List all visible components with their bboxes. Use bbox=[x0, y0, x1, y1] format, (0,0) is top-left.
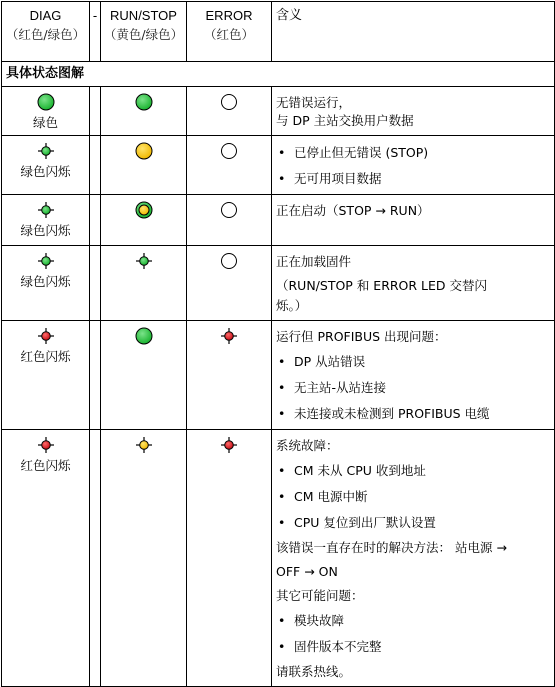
row4-dash bbox=[90, 246, 101, 321]
row1-diag bbox=[2, 87, 90, 136]
header-meaning-title: 含义 bbox=[276, 8, 303, 23]
row6-diag bbox=[2, 430, 90, 687]
row3-diag bbox=[2, 195, 90, 246]
row2-bullets bbox=[276, 140, 550, 192]
row1-meaning bbox=[272, 87, 555, 136]
row4-error bbox=[187, 246, 272, 321]
row6-solution-1: 该错误一直存在时的解决方法： 站电源 → bbox=[276, 540, 507, 555]
green-led-icon bbox=[135, 93, 153, 111]
row6-other-bullets bbox=[276, 608, 550, 660]
row5-bullets bbox=[276, 349, 550, 427]
green-blinking-led-icon bbox=[135, 252, 153, 270]
row4-line2: （RUN/STOP 和 ERROR LED 交替闪 bbox=[276, 278, 488, 293]
row3-error bbox=[187, 195, 272, 246]
row4-meaning bbox=[272, 246, 555, 321]
row1-dash bbox=[90, 87, 101, 136]
row5-dash bbox=[90, 321, 101, 430]
row3-diag-label: 绿色闪烁 bbox=[20, 223, 71, 238]
header-runstop-sub: （黄色/绿色） bbox=[103, 27, 184, 42]
row3-line1: 正在启动（STOP → RUN） bbox=[276, 203, 430, 218]
red-blinking-led-icon bbox=[37, 436, 55, 454]
row2-dash bbox=[90, 136, 101, 195]
row5-error bbox=[187, 321, 272, 430]
row1-line1: 无错误运行， bbox=[276, 95, 352, 110]
section-title: 具体状态图解 bbox=[2, 62, 555, 87]
yellow-blinking-led-icon bbox=[135, 436, 153, 454]
row5-meaning bbox=[272, 321, 555, 430]
yellow-led-icon bbox=[135, 142, 153, 160]
row2-error bbox=[187, 136, 272, 195]
header-diag-title: DIAG bbox=[29, 8, 62, 23]
row6-dash bbox=[90, 430, 101, 687]
row5-runstop bbox=[101, 321, 187, 430]
row1-line2: 与 DP 主站交换用户数据 bbox=[276, 113, 414, 128]
header-diag bbox=[2, 2, 90, 62]
header-error-sub: （红色） bbox=[203, 27, 254, 42]
row6-bullet2: • CM 电源中断 bbox=[276, 484, 550, 510]
row2-diag-label: 绿色闪烁 bbox=[20, 164, 71, 179]
row6-bullets bbox=[276, 458, 550, 536]
row6-bullet1: • CM 未从 CPU 收到地址 bbox=[276, 458, 550, 484]
off-led-icon bbox=[220, 201, 238, 219]
green-blinking-led-icon bbox=[37, 252, 55, 270]
row6-diag-label: 红色闪烁 bbox=[20, 458, 71, 473]
row1-runstop bbox=[101, 87, 187, 136]
red-blinking-led-icon bbox=[220, 436, 238, 454]
row5-bullet2: • 无主站-从站连接 bbox=[276, 375, 550, 401]
row6-bullet3: • CPU 复位到出厂默认设置 bbox=[276, 510, 550, 536]
row6-other-intro: 其它可能问题： bbox=[276, 588, 364, 603]
row2-diag bbox=[2, 136, 90, 195]
row6-other-bullet2: • 固件版本不完整 bbox=[276, 634, 550, 660]
row2-meaning bbox=[272, 136, 555, 195]
row6-runstop bbox=[101, 430, 187, 687]
row4-diag bbox=[2, 246, 90, 321]
row5-diag bbox=[2, 321, 90, 430]
row1-error bbox=[187, 87, 272, 136]
green-led-icon bbox=[37, 93, 55, 111]
off-led-icon bbox=[220, 142, 238, 160]
row2-runstop bbox=[101, 136, 187, 195]
row6-meaning bbox=[272, 430, 555, 687]
header-meaning bbox=[272, 2, 555, 62]
row6-solution-2: OFF → ON bbox=[276, 564, 338, 579]
header-diag-sub: （红色/绿色） bbox=[5, 27, 86, 42]
row4-line1: 正在加载固件 bbox=[276, 254, 352, 269]
row3-meaning bbox=[272, 195, 555, 246]
green-blinking-led-icon bbox=[37, 201, 55, 219]
row1-diag-label: 绿色 bbox=[32, 115, 58, 130]
green-blinking-led-icon bbox=[37, 142, 55, 160]
row4-runstop bbox=[101, 246, 187, 321]
header-runstop-title: RUN/STOP bbox=[110, 8, 177, 23]
row3-runstop bbox=[101, 195, 187, 246]
row4-diag-label: 绿色闪烁 bbox=[20, 274, 71, 289]
row2-bullet1: • 已停止但无错误 (STOP) bbox=[276, 140, 550, 166]
header-error bbox=[187, 2, 272, 62]
header-dash-text: - bbox=[92, 8, 98, 23]
led-status-table bbox=[1, 1, 555, 687]
row5-bullet3: • 未连接或未检测到 PROFIBUS 电缆 bbox=[276, 401, 550, 427]
red-blinking-led-icon bbox=[220, 327, 238, 345]
off-led-icon bbox=[220, 93, 238, 111]
header-error-title: ERROR bbox=[205, 8, 253, 23]
red-blinking-led-icon bbox=[37, 327, 55, 345]
row6-closing: 请联系热线。 bbox=[276, 664, 352, 679]
header-dash bbox=[90, 2, 101, 62]
off-led-icon bbox=[220, 252, 238, 270]
row5-intro: 运行但 PROFIBUS 出现问题： bbox=[276, 329, 447, 344]
row5-diag-label: 红色闪烁 bbox=[20, 349, 71, 364]
row5-bullet1: • DP 从站错误 bbox=[276, 349, 550, 375]
row3-dash bbox=[90, 195, 101, 246]
row4-line3: 烁。） bbox=[276, 298, 308, 313]
yellow-green-led-icon bbox=[135, 201, 153, 219]
header-runstop bbox=[101, 2, 187, 62]
row2-bullet2: • 无可用项目数据 bbox=[276, 166, 550, 192]
row6-other-bullet1: • 模块故障 bbox=[276, 608, 550, 634]
green-led-icon bbox=[135, 327, 153, 345]
row6-error bbox=[187, 430, 272, 687]
row6-intro: 系统故障： bbox=[276, 438, 339, 453]
